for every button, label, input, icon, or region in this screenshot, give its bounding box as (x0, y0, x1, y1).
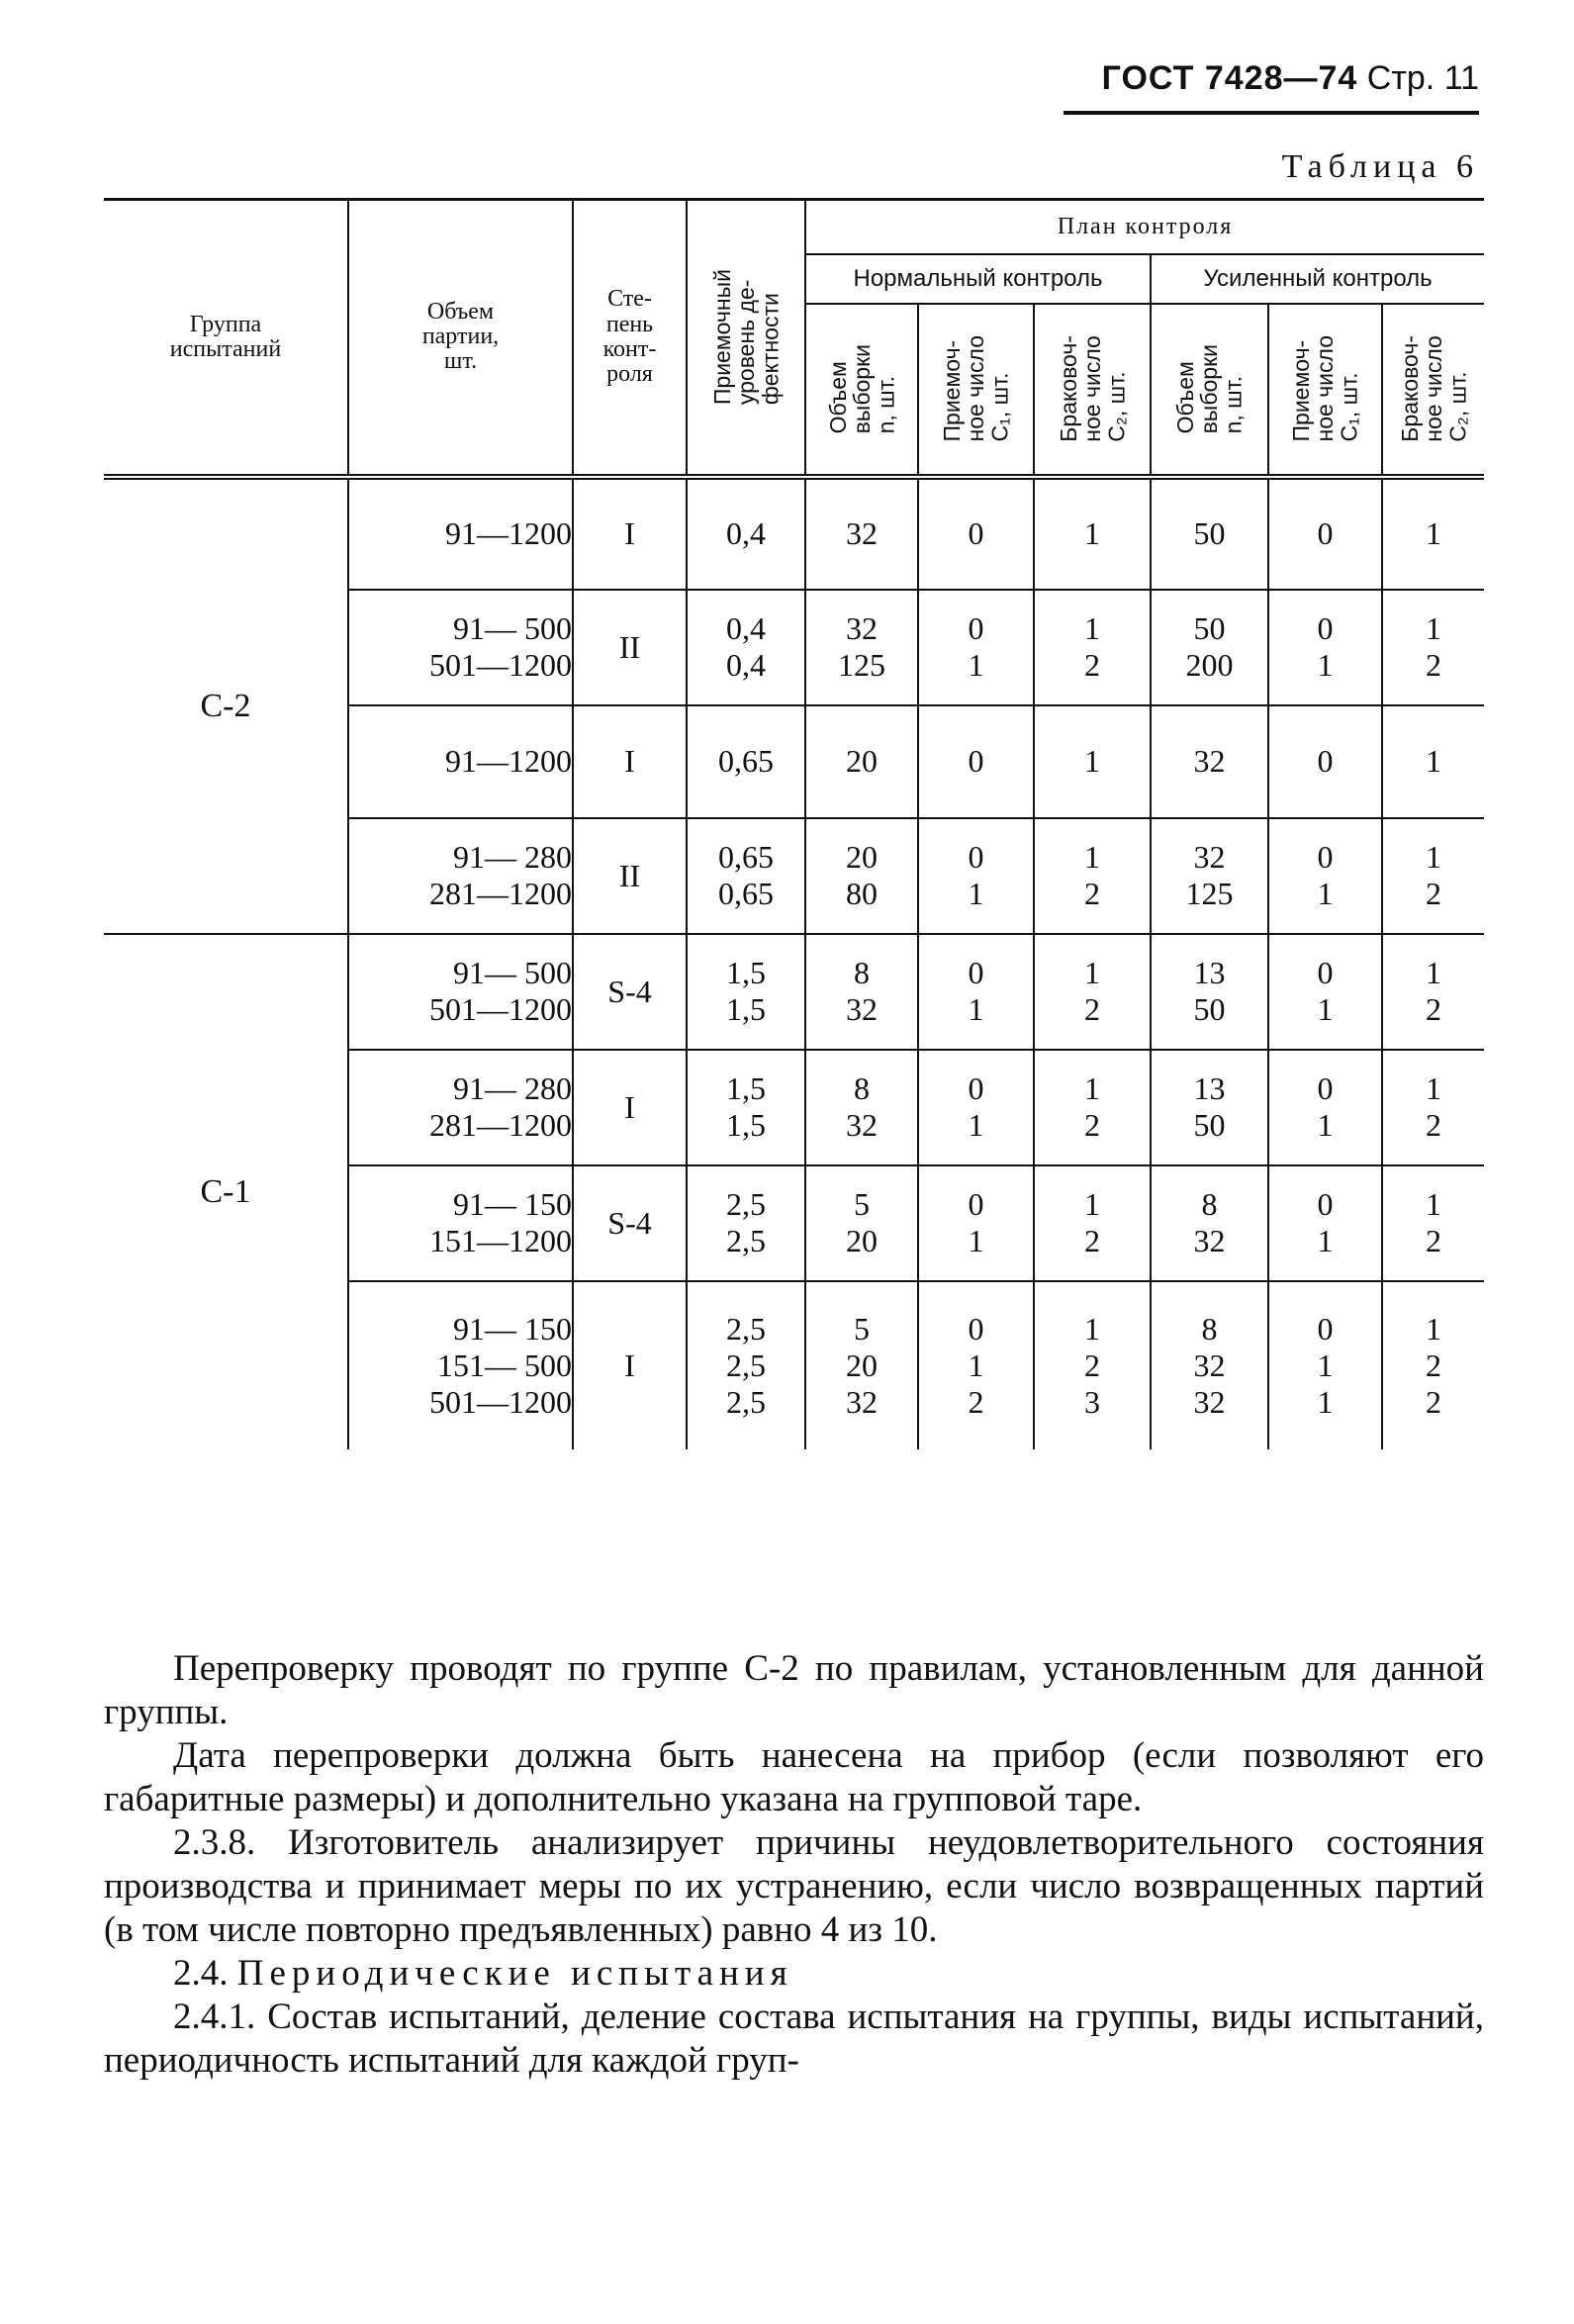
aql-cell: 1,5 1,5 (687, 934, 805, 1050)
tightened-reject-cell: 1 2 2 (1426, 1310, 1442, 1420)
normal-sample-size-cell: 8 32 (805, 934, 918, 1050)
tightened-reject-cell: 1 2 (1382, 590, 1484, 705)
aql-cell: 0,4 0,4 (687, 590, 805, 705)
normal-accept-cell: 0 1 (918, 590, 1034, 705)
section-title: Периодические испытания (236, 1953, 793, 1994)
tightened-accept-cell: 0 1 (1268, 934, 1382, 1050)
normal-accept-cell: 0 1 2 (918, 1281, 1034, 1449)
control-level-cell: I (573, 1281, 687, 1449)
aql-cell: 2,5 2,5 2,5 (687, 1281, 805, 1449)
lot-size-cell: 91— 500 501—1200 (348, 934, 573, 1050)
tightened-reject-cell: 1 2 (1382, 934, 1484, 1050)
page-header (1064, 59, 1479, 119)
tightened-sample-size-cell: 8 32 32 (1151, 1281, 1268, 1449)
tightened-accept-cell: 0 1 (1268, 1050, 1382, 1165)
normal-reject-cell: 1 2 (1034, 1050, 1151, 1165)
tightened-reject-cell: 1 2 (1382, 818, 1484, 934)
normal-reject-cell: 1 (1034, 477, 1151, 590)
normal-control-header: Нормальный контроль (805, 254, 1151, 304)
tightened-accept-cell: 0 (1268, 477, 1382, 590)
table-caption: Таблица 6 (1281, 148, 1479, 185)
aql-cell: 0,4 (687, 477, 805, 590)
paragraph-2-4-1: 2.4.1. Состав испытаний, деление состава испытания на группы, виды испытаний, периодичность испытаний для каждой груп- (104, 1997, 1484, 2081)
tightened-accept-cell: 0 (1268, 705, 1382, 818)
group-label: С-1 (104, 934, 348, 1449)
paragraph-recheck: Перепроверку проводят по группе С-2 по правилам, установленным для данной группы. (104, 1648, 1484, 1732)
normal-sample-size-header: Объем выборки n, шт. (805, 304, 918, 477)
tightened-accept-header: Приемоч- ное число C₁, шт. (1268, 304, 1382, 477)
normal-sample-size-cell: 20 80 (805, 818, 918, 934)
page-number: Стр. 11 (1366, 59, 1479, 97)
normal-reject-cell: 1 2 (1034, 934, 1151, 1050)
normal-accept-cell: 0 1 (918, 818, 1034, 934)
header-rule (1064, 111, 1479, 115)
tightened-sample-size-cell: 32 125 (1151, 818, 1268, 934)
aql-cell: 2,5 2,5 (687, 1165, 805, 1281)
lot-size-cell: 91— 280 281—1200 (348, 1050, 573, 1165)
acceptance-table (104, 198, 1484, 1449)
normal-accept-cell: 0 1 (918, 1050, 1034, 1165)
normal-accept-header: Приемоч- ное число C₁, шт. (918, 304, 1034, 477)
tightened-sample-size-cell: 50 (1151, 477, 1268, 590)
normal-reject-cell: 1 2 (1034, 818, 1151, 934)
tightened-accept-cell: 0 1 (1268, 1165, 1382, 1281)
paragraph-2-3-8: 2.3.8. Изготовитель анализирует причины неудовлетворительного состояния производства и принимает меры по их устранению, если число возвращенных партий (в том числе повторно предъявленных) равно 4 из 10. (104, 1822, 1484, 1950)
control-level-cell: S-4 (573, 1165, 687, 1281)
tightened-sample-size-header: Объем выборки n, шт. (1151, 304, 1268, 477)
control-level-cell: II (573, 818, 687, 934)
normal-sample-size-cell: 5 20 (805, 1165, 918, 1281)
tightened-accept-cell: 0 1 1 (1268, 1281, 1382, 1449)
normal-sample-size-cell: 20 (805, 705, 918, 818)
col-aql-header: Приемочный уровень де- фектности (687, 200, 805, 477)
normal-reject-cell: 1 2 (1034, 1165, 1151, 1281)
tightened-reject-cell: 1 (1382, 705, 1484, 818)
tightened-reject-cell: 1 (1382, 477, 1484, 590)
aql-cell: 0,65 (687, 705, 805, 818)
body-text (104, 1647, 1484, 2083)
col-lot-size-header: Объем партии, шт. (348, 200, 573, 477)
col-group-header: Группа испытаний (104, 200, 348, 477)
lot-size-cell: 91— 500 501—1200 (348, 590, 573, 705)
plan-header: План контроля (805, 200, 1484, 254)
tightened-control-header: Усиленный контроль (1151, 254, 1484, 304)
tightened-reject-cell: 1 2 (1382, 1165, 1484, 1281)
tightened-reject-cell: 1 2 (1382, 1050, 1484, 1165)
normal-reject-header: Браковоч- ное число C₂, шт. (1034, 304, 1151, 477)
normal-reject-cell: 1 2 (1034, 590, 1151, 705)
standard-number: ГОСТ 7428—74 (1101, 59, 1358, 97)
normal-accept-cell: 0 1 (918, 934, 1034, 1050)
control-level-cell: I (573, 705, 687, 818)
table-row (104, 934, 1484, 1050)
lot-size-cell: 91— 150 151—1200 (348, 1165, 573, 1281)
control-level-cell: I (573, 1050, 687, 1165)
section-number: 2.4. (173, 1953, 229, 1994)
group-label: С-2 (104, 477, 348, 934)
normal-accept-cell: 0 (918, 705, 1034, 818)
normal-sample-size-cell: 8 32 (805, 1050, 918, 1165)
aql-cell: 0,65 0,65 (687, 818, 805, 934)
control-level-cell: I (573, 477, 687, 590)
table-row (104, 477, 1484, 590)
tightened-reject-header: Браковоч- ное число C₂, шт. (1382, 304, 1484, 477)
tightened-sample-size-cell: 13 50 (1151, 1050, 1268, 1165)
control-level-cell: II (573, 590, 687, 705)
lot-size-cell: 91— 150 151— 500 501—1200 (348, 1281, 573, 1449)
tightened-sample-size-cell: 8 32 (1151, 1165, 1268, 1281)
lot-size-cell: 91—1200 (348, 705, 573, 818)
normal-sample-size-cell: 32 125 (805, 590, 918, 705)
col-level-header: Сте- пень конт- роля (573, 200, 687, 477)
normal-accept-cell: 0 1 (918, 1165, 1034, 1281)
tightened-accept-cell: 0 1 (1268, 590, 1382, 705)
section-heading (104, 1952, 1484, 1996)
tightened-sample-size-cell: 50 200 (1151, 590, 1268, 705)
normal-reject-cell: 1 2 3 (1034, 1281, 1151, 1449)
tightened-accept-cell: 0 1 (1268, 818, 1382, 934)
control-level-cell: S-4 (573, 934, 687, 1050)
normal-reject-cell: 1 (1034, 705, 1151, 818)
normal-sample-size-cell: 32 (805, 477, 918, 590)
lot-size-cell: 91—1200 (348, 477, 573, 590)
paragraph-recheck-date: Дата перепроверки должна быть нанесена на прибор (если позволяют его габаритные размеры) и дополнительно указана на групповой таре. (104, 1735, 1484, 1819)
aql-cell: 1,5 1,5 (687, 1050, 805, 1165)
lot-size-cell: 91— 280 281—1200 (348, 818, 573, 934)
normal-sample-size-cell: 5 20 32 (805, 1281, 918, 1449)
normal-accept-cell: 0 (918, 477, 1034, 590)
tightened-sample-size-cell: 32 (1151, 705, 1268, 818)
tightened-sample-size-cell: 13 50 (1151, 934, 1268, 1050)
